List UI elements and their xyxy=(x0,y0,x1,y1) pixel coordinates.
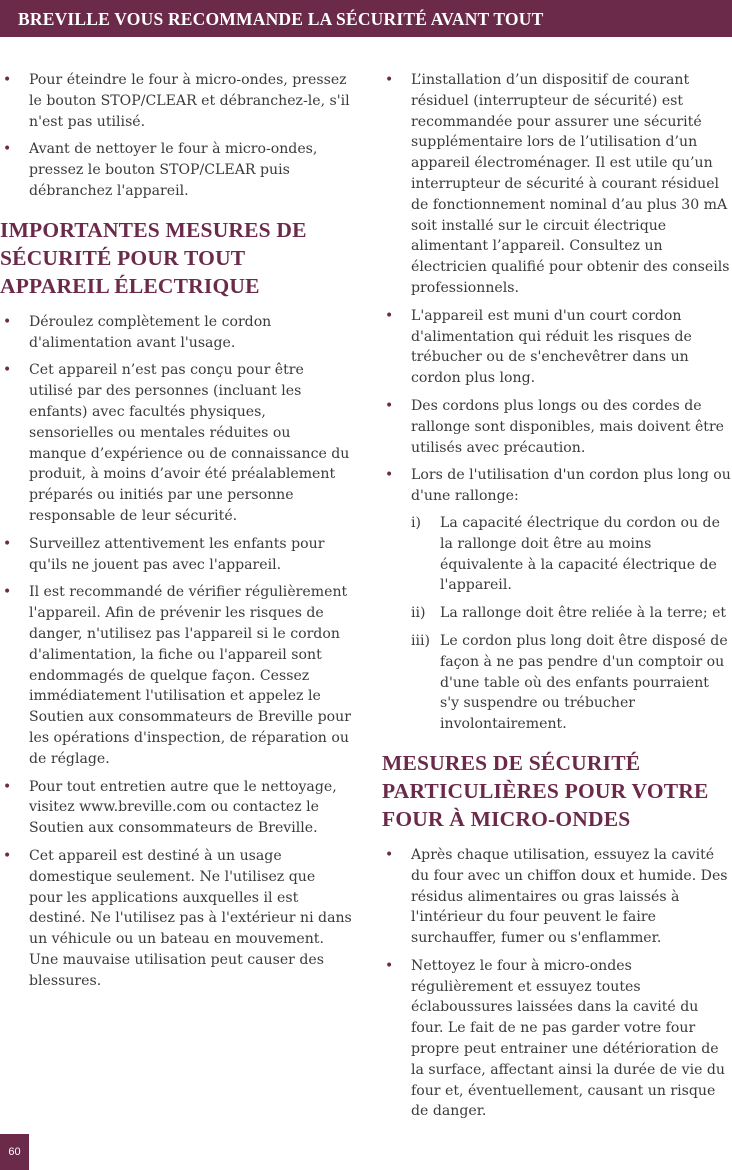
list-item: • Surveillez attentivement les enfants pour qu'ils ne jouent pas avec l'appareil. xyxy=(3,535,325,573)
list-item: • Cet appareil n’est pas conçu pour être utilisé par des personnes (incluant les enfants) avec facultés physiques, sensorielles ou mentales réduites ou manque d’expérience ou de connaissance du produit, à moins d’avoir été préalablement préparés ou initiés par une personne responsable de leur sécurité. xyxy=(3,362,350,524)
sub-list-item: ii) La rallonge doit être reliée à la terre; et xyxy=(411,603,732,624)
list-item: • Cet appareil est destiné à un usage domestique seulement. Ne l'utilisez que pour les applications auxquelles il est destiné. Ne l'utilisez pas à l'extérieur ni dans un véhicule ou un bateau en mouvement. Une mauvaise utilisation peut causer des blessures. xyxy=(3,847,352,989)
page-number: 60 xyxy=(0,1134,29,1170)
intro-bullet-list xyxy=(0,70,352,202)
list-item: • L’installation d’un dispositif de courant résiduel (interrupteur de sécurité) est recommandée pour assurer une sécurité supplémentaire lors de l’utilisation d’un appareil électroménager. Il est utile qu’un interrupteur de sécurité à courant résiduel de fonctionnement nominal d’au plus 30 mA soit installé sur le circuit électrique alimentant l’appareil. Consultez un électricien qualifié pour obtenir des conseils professionnels. xyxy=(385,72,730,296)
section-heading-electrical-safety: IMPORTANTES MESURES DE SÉCURITÉ POUR TOUT APPAREIL ÉLECTRIQUE xyxy=(0,217,307,298)
list-item: • Lors de l'utilisation d'un cordon plus long ou d'une rallonge: i) La capacité électrique du cordon ou de la rallonge doit être au moins équivalente à la capacité électrique de l'appareil. ii) La rallonge doit être reliée à la terre; et iii) Le cordon plus long doit être disposé de façon à ne pas pendre d'un comptoir ou d'une table où des enfants pourraient s'y suspendre ou trébucher involontairement. xyxy=(382,465,732,735)
list-item: • Des cordons plus longs ou des cordes de rallonge sont disponibles, mais doivent être utilisés avec précaution. xyxy=(385,397,725,456)
bullet-icon: • xyxy=(3,778,12,795)
bullet-icon: • xyxy=(385,957,394,974)
bullet-icon: • xyxy=(3,362,12,379)
bullet-icon: • xyxy=(385,307,394,324)
bullet-icon: • xyxy=(3,535,12,552)
header-bar xyxy=(0,0,732,37)
microwave-safety-list xyxy=(382,845,732,1122)
extension-cord-sublist xyxy=(411,513,732,735)
page-title: BREVILLE VOUS RECOMMANDE LA SÉCURITÉ AVANT TOUT xyxy=(18,9,544,29)
bullet-icon: • xyxy=(3,847,12,864)
list-item: • Nettoyez le four à micro-ondes régulièrement et essuyez toutes éclaboussures laissées dans la cavité du four. Le fait de ne pas garder votre four propre peut entrainer une détérioration de la surface, affectant ainsi la durée de vie du four et, éventuellement, causant un risque de danger. xyxy=(385,957,726,1120)
list-item: • Déroulez complètement le cordon d'alimentation avant l'usage. xyxy=(3,313,272,351)
list-item: • L'appareil est muni d'un court cordon d'alimentation qui réduit les risques de trébucher ou de s'enchevêtrer dans un cordon plus long. xyxy=(385,307,692,387)
list-item: • Il est recommandé de vérifier régulièrement l'appareil. Afin de prévenir les risques de danger, n'utilisez pas l'appareil si le cordon d'alimentation, la fiche ou l'appareil sont endommagés de quelque façon. Cessez immédiatement l'utilisation et appelez le Soutien aux consommateurs de Breville pour les opérations d'inspection, de réparation ou de réglage. xyxy=(3,584,351,767)
list-item: • Après chaque utilisation, essuyez la cavité du four avec un chiffon doux et humide. Des résidus alimentaires ou gras laissés à l'intérieur du four peuvent le faire surchauffer, fumer ou s'enflammer. xyxy=(385,846,728,947)
sub-item-number: i) xyxy=(411,514,422,531)
list-item: • Pour tout entretien autre que le nettoyage, visitez www.breville.com ou contactez le Soutien aux consommateurs de Breville. xyxy=(3,778,337,837)
bullet-icon: • xyxy=(3,584,12,601)
bullet-icon: • xyxy=(3,72,12,88)
left-column xyxy=(0,70,352,998)
bullet-icon: • xyxy=(385,397,394,414)
bullet-icon: • xyxy=(385,846,394,863)
bullet-icon: • xyxy=(385,72,394,88)
sub-list-item: iii) Le cordon plus long doit être disposé de façon à ne pas pendre d'un comptoir ou d'une table où des enfants pourraient s'y suspendre ou trébucher involontairement. xyxy=(411,632,728,733)
cord-safety-list xyxy=(382,70,732,735)
sub-item-number: iii) xyxy=(411,632,431,649)
bullet-icon: • xyxy=(3,313,12,330)
bullet-icon: • xyxy=(3,141,12,158)
sub-item-number: ii) xyxy=(411,605,426,622)
right-column xyxy=(382,70,732,1129)
list-item: • Avant de nettoyer le four à micro-ondes, pressez le bouton STOP/CLEAR puis débranchez l'appareil. xyxy=(3,141,318,199)
electrical-safety-list xyxy=(0,312,352,992)
bullet-icon: • xyxy=(385,467,394,484)
list-item: • Pour éteindre le four à micro-ondes, pressez le bouton STOP/CLEAR et débranchez-le, s'il n'est pas utilisé. xyxy=(3,72,350,130)
section-heading-microwave-safety: MESURES DE SÉCURITÉ PARTICULIÈRES POUR VOTRE FOUR À MICRO-ONDES xyxy=(382,750,709,831)
sub-list-item: i) La capacité électrique du cordon ou de la rallonge doit être au moins équivalente à la capacité électrique de l'appareil. xyxy=(411,514,720,594)
